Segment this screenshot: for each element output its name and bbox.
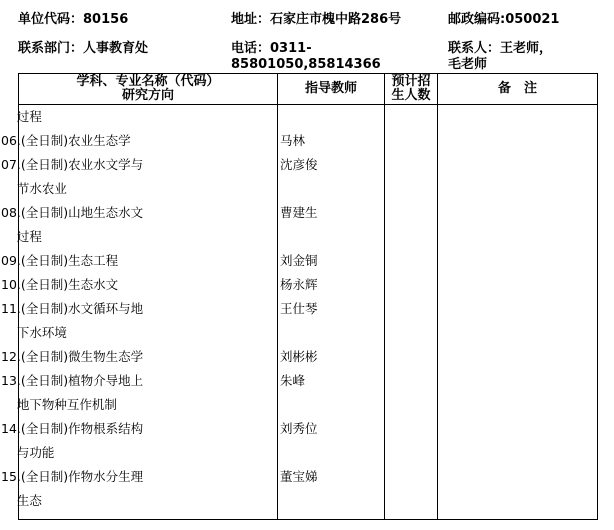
teacher-cell: 王仕琴	[280, 301, 318, 316]
subject-cell: 与功能	[1, 445, 55, 460]
phone-line2	[231, 57, 381, 72]
phone-value-line2: 85801050,85814366	[231, 57, 381, 72]
phone-label: 电话：	[231, 41, 271, 56]
teacher-cell: 马林	[280, 133, 306, 148]
col-divider-2	[384, 74, 385, 519]
col-header-quota-line1: 预计招	[391, 74, 431, 89]
table-row	[1, 105, 277, 129]
postcode	[448, 12, 559, 27]
teacher-cell: 曹建生	[280, 205, 318, 220]
subject-cell: 13.(全日制)植物介导地上	[1, 373, 144, 388]
table-row	[1, 177, 277, 201]
table-row	[1, 417, 318, 441]
subject-cell: 下水环境	[1, 325, 67, 340]
dept-value: 人事教育处	[83, 41, 149, 56]
table-row	[1, 153, 318, 177]
col-header-subject-line2: 研究方向	[121, 88, 174, 103]
teacher-cell: 刘彬彬	[280, 349, 318, 364]
col-header-quota	[385, 74, 437, 104]
subject-cell: 过程	[1, 229, 42, 244]
phone-value-line1: 0311-	[270, 41, 312, 56]
teacher-cell: 沈彦俊	[280, 157, 318, 172]
unit-code	[18, 12, 128, 27]
col-header-teacher	[278, 74, 384, 104]
contact-person	[448, 41, 552, 56]
contact-label: 联系人：	[448, 41, 501, 56]
teacher-cell: 董宝娣	[280, 469, 318, 484]
contact-value-line1: 王老师，	[500, 41, 553, 56]
teacher-cell: 刘秀位	[280, 421, 318, 436]
table-row	[1, 297, 318, 321]
subject-cell: 07.(全日制)农业水文学与	[1, 157, 144, 172]
subject-cell: 过程	[1, 109, 42, 124]
phone	[231, 41, 312, 56]
subject-cell: 地下物种互作机制	[1, 397, 117, 412]
table-row	[1, 441, 277, 465]
col-header-teacher-text: 指导教师	[304, 81, 357, 96]
col-header-notes	[438, 74, 597, 104]
address-value: 石家庄市槐中路286号	[270, 12, 402, 27]
subject-cell: 生态	[1, 493, 42, 508]
table-row	[1, 249, 318, 273]
dept-label: 联系部门：	[18, 41, 84, 56]
teacher-cell: 杨永辉	[280, 277, 318, 292]
table-row	[1, 225, 277, 249]
table-row	[1, 345, 318, 369]
subject-cell: 12.(全日制)微生物生态学	[1, 349, 144, 364]
col-header-subject	[19, 74, 277, 104]
subject-cell: 10.(全日制)生态水文	[1, 277, 119, 292]
unit-code-value: 80156	[83, 12, 129, 27]
col-divider-3	[437, 74, 438, 519]
subject-cell: 06.(全日制)农业生态学	[1, 133, 131, 148]
table-row	[1, 369, 306, 393]
contact-dept	[18, 41, 148, 56]
table-row	[1, 129, 306, 153]
subject-cell: 节水农业	[1, 181, 67, 196]
table-row	[1, 489, 277, 513]
subject-cell: 14.(全日制)作物根系结构	[1, 421, 144, 436]
col-divider-1	[277, 74, 278, 519]
col-header-subject-line1: 学科、专业名称（代码）	[76, 74, 220, 89]
subject-cell: 08.(全日制)山地生态水文	[1, 205, 144, 220]
table-row	[1, 201, 318, 225]
table-row	[1, 321, 277, 345]
address	[231, 12, 401, 27]
subject-cell: 11.(全日制)水文循环与地	[1, 301, 144, 316]
contact-person-line2	[448, 57, 487, 72]
table-row	[1, 393, 277, 417]
subject-cell: 09.(全日制)生态工程	[1, 253, 119, 268]
table-row	[1, 465, 318, 489]
postcode-label: 邮政编码:	[448, 12, 506, 27]
postcode-value: 050021	[505, 12, 560, 27]
contact-value-line2: 毛老师	[448, 57, 488, 72]
col-header-quota-line2: 生人数	[391, 88, 431, 103]
program-table	[1, 73, 598, 520]
subject-cell: 15.(全日制)作物水分生理	[1, 469, 144, 484]
teacher-cell: 刘金铜	[280, 253, 318, 268]
table-row	[1, 273, 318, 297]
teacher-cell: 朱峰	[280, 373, 306, 388]
unit-code-label: 单位代码：	[18, 12, 84, 27]
col-header-notes-text: 备 注	[497, 81, 537, 96]
address-label: 地址：	[231, 12, 271, 27]
